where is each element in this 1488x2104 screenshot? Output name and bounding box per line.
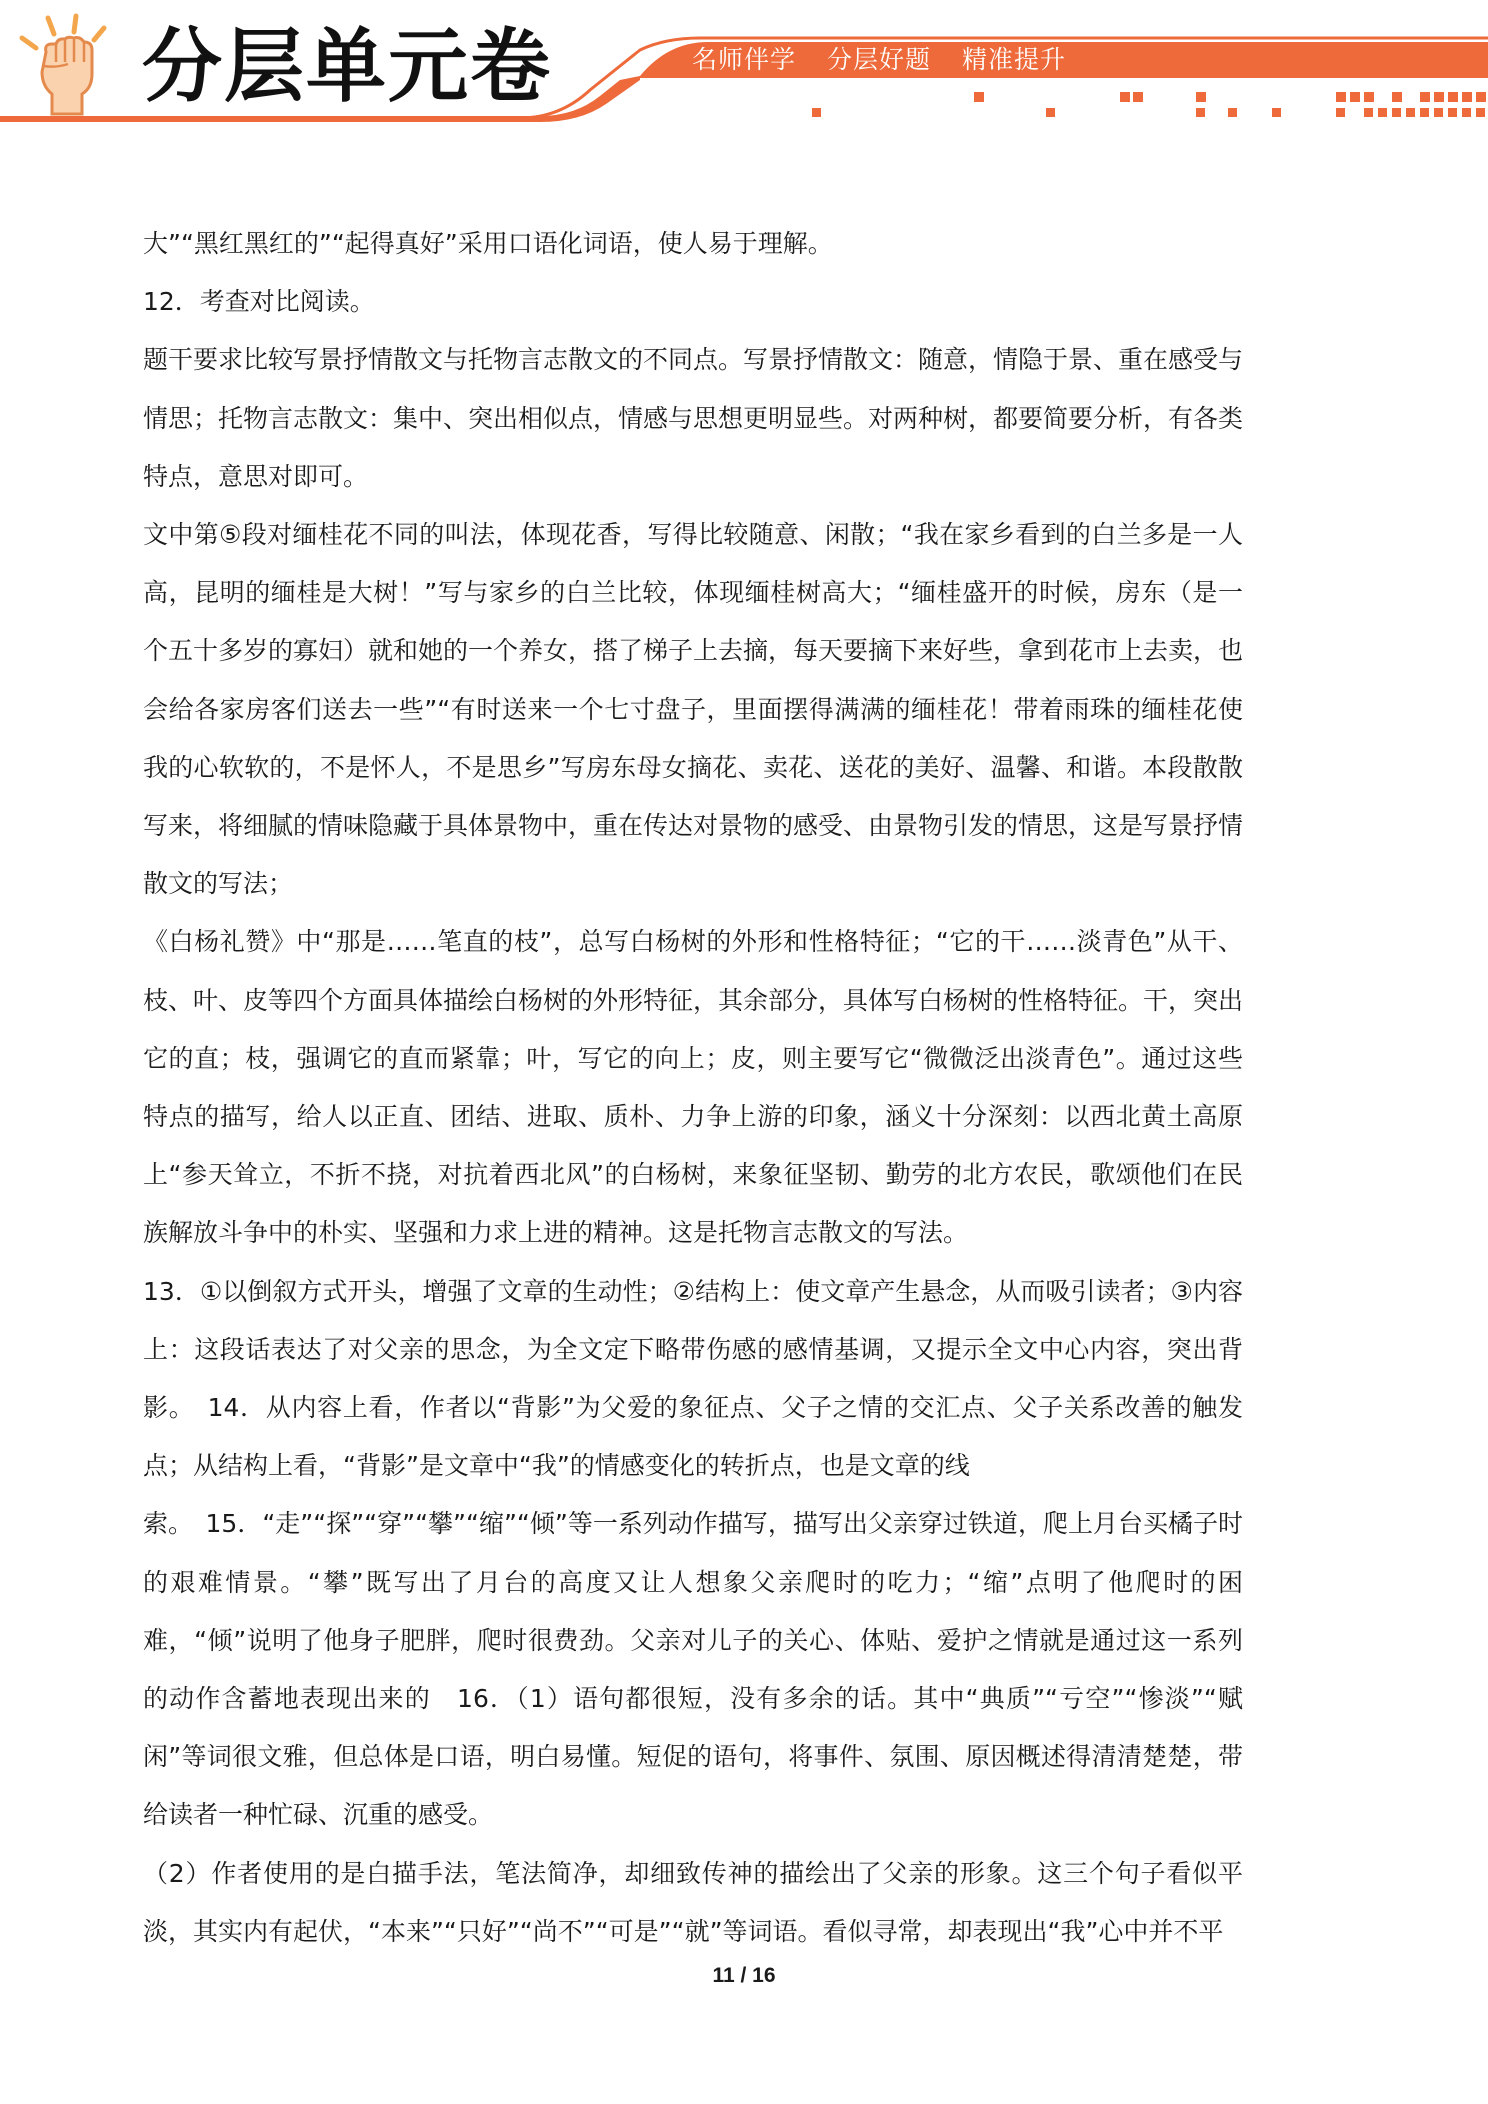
paragraph: （2）作者使用的是白描手法，笔法简净，却细致传神的描绘出了父亲的形象。这三个句子看似平淡，其实内有起伏，“本来”“只好”“尚不”“可是”“就”等词语。看似寻常，却表现出“我”心中并不平: [143, 1858, 1243, 1946]
paragraph: 13．①以倒叙方式开头，增强了文章的生动性；②结构上：使文章产生悬念，从而吸引读者；③内容上：这段话表达了对父亲的思念，为全文定下略带伤感的感情基调，又提示全文中心内容，突出背影。 14．从内容上看，作者以“背影”为父爱的象征点、父子之情的交汇点、父子关系改善的触发点；从结构上看，“背影”是文章中“我”的情感变化的转折点，也是文章的线: [143, 1276, 1243, 1481]
paragraph: 12．考查对比阅读。: [143, 287, 375, 317]
decorative-squares: [0, 0, 1488, 135]
paragraph: 题干要求比较写景抒情散文与托物言志散文的不同点。写景抒情散文：随意，情隐于景、重在感受与情思；托物言志散文：集中、突出相似点，情感与思想更明显些。对两种树，都要简要分析，有各类特点，意思对即可。: [143, 345, 1244, 491]
paragraph: 《白杨礼赞》中“那是……笔直的枝”，总写白杨树的外形和性格特征；“它的干……淡青色”从干、枝、叶、皮等四个方面具体描绘白杨树的外形特征，其余部分，具体写白杨树的性格特征。干，突出它的直；枝，强调它的直而紧靠；叶，写它的向上；皮，则主要写它“微微泛出淡青色”。通过这些特点的描写，给人以正直、团结、进取、质朴、力争上游的印象，涵义十分深刻：以西北黄土高原上“参天耸立，不折不挠，对抗着西北风”的白杨树，来象征坚韧、勤劳的北方农民，歌颂他们在民族解放斗争中的朴实、坚强和力求上进的精神。这是托物言志散文的写法。: [143, 927, 1244, 1248]
page-header: [0, 0, 1488, 135]
slogan-2: 分层好题: [826, 45, 931, 74]
slogan-3: 精准提升: [961, 45, 1066, 74]
paragraph: 索。 15．“走”“探”“穿”“攀”“缩”“倾”等一系列动作描写，描写出父亲穿过铁道，爬上月台买橘子时的艰难情景。“攀”既写出了月台的高度又让人想象父亲爬时的吃力；“缩”点明了他爬时的困难，“倾”说明了他身子肥胖，爬时很费劲。父亲对儿子的关心、体贴、爱护之情就是通过这一系列的动作含蓄地表现出来的 16．（1）语句都很短，没有多余的话。其中“典质”“亏空”“惨淡”“赋闲”等词很文雅，但总体是口语，明白易懂。短促的语句，将事件、氛围、原因概述得清清楚楚，带给读者一种忙碌、沉重的感受。: [143, 1509, 1243, 1830]
slogan-1: 名师伴学: [692, 45, 797, 74]
answer-text: [143, 215, 1243, 1961]
paragraph: 大”“黑红黑红的”“起得真好”采用口语化词语，使人易于理解。: [143, 229, 833, 258]
paragraph: 文中第⑤段对缅桂花不同的叫法，体现花香，写得比较随意、闲散；“我在家乡看到的白兰多是一人高，昆明的缅桂是大树！”写与家乡的白兰比较，体现缅桂树高大；“缅桂盛开的时候，房东（是一个五十多岁的寡妇）就和她的一个养女，搭了梯子上去摘，每天要摘下来好些，拿到花市上去卖，也会给各家房客们送去一些”“有时送来一个七寸盘子，里面摆得满满的缅桂花！带着雨珠的缅桂花使我的心软软的，不是怀人，不是思乡”写房东母女摘花、卖花、送花的美好、温馨、和谐。本段散散写来，将细腻的情味隐藏于具体景物中，重在传达对景物的感受、由景物引发的情思，这是写景抒情散文的写法；: [143, 520, 1244, 899]
page-number: 11 / 16: [712, 1964, 776, 1987]
brand-title: 分层单元卷: [142, 20, 552, 113]
